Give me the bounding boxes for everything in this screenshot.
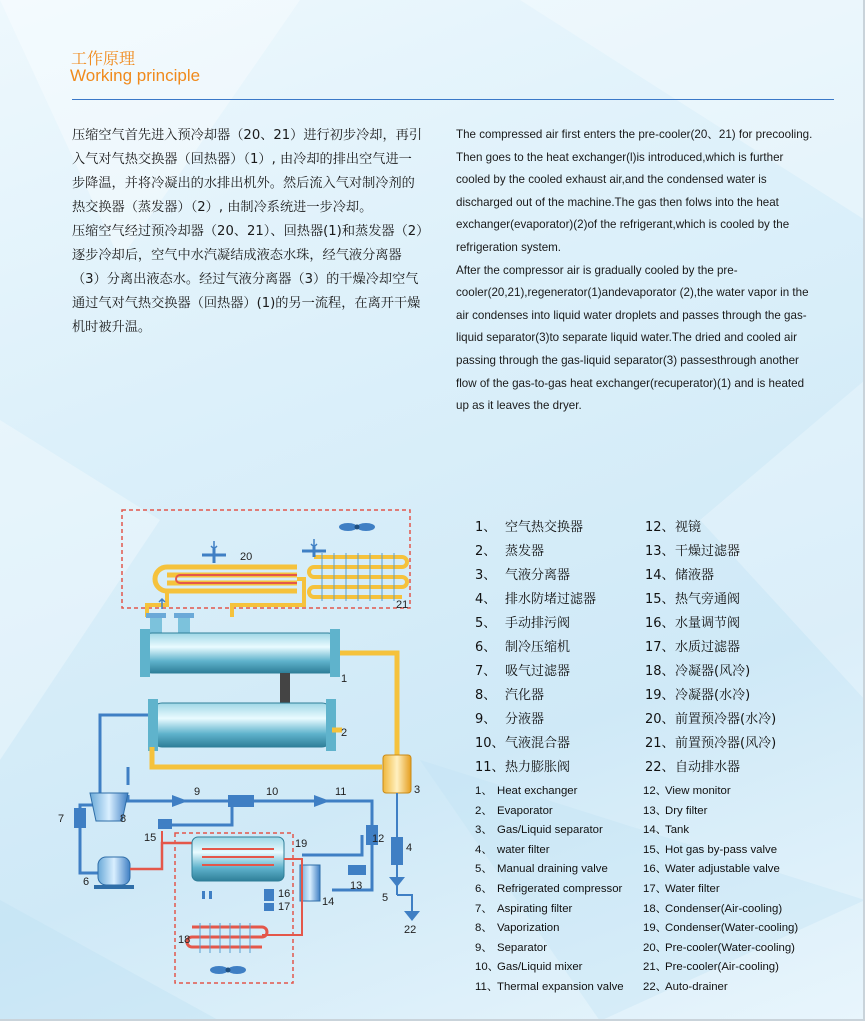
legend-en-item: 10、Gas/Liquid mixer bbox=[475, 961, 583, 974]
label-1: 1 bbox=[341, 673, 348, 685]
label-17: 17 bbox=[278, 901, 291, 913]
legend-cn-item: 9、 分液器 bbox=[475, 712, 545, 727]
label-13: 13 bbox=[350, 880, 363, 892]
description-en-paragraph: After the compressor air is gradually cooled by the pre-cooler(20,21),regenerator(1)andevaporator (2),the water vapor in the air condenses into liquid water droplets and passes through the gas-liquid separator(3)to separate liquid water.The dried and cooled air passing through the gas-liquid separator(3) passesthrough another flow of the gas-to-gas heat exchanger(recuperator)(1) and is heated up as it leaves the dryer. bbox=[456, 263, 809, 413]
label-2: 2 bbox=[341, 727, 348, 739]
legend-en-item: 21、Pre-cooler(Air-cooling) bbox=[643, 961, 779, 974]
legend-cn-item: 13、干燥过滤器 bbox=[645, 544, 741, 559]
evaporator-2 bbox=[148, 699, 336, 751]
heat-exchanger-1 bbox=[140, 613, 340, 703]
legend-en-item: 19、Condenser(Water-cooling) bbox=[643, 922, 799, 935]
legend-cn-item: 5、 手动排污阀 bbox=[475, 616, 571, 631]
legend-en-item: 17、Water filter bbox=[643, 883, 720, 895]
label-10: 10 bbox=[266, 786, 279, 798]
label-12: 12 bbox=[372, 833, 385, 845]
label-16: 16 bbox=[278, 888, 291, 900]
legend-en-item: 2、 Evaporator bbox=[475, 804, 553, 817]
legend-en-item: 5、 Manual draining valve bbox=[475, 863, 608, 876]
description-en-paragraph: The compressed air first enters the pre-cooler(20、21) for precooling. Then goes to the heat exchanger(l)is introduced,which is further cooled by the cooled exhaust air,and the condensed water is discharged out of the machine.The gas then folws into the heat exchanger(evaporator)(2)of the refrigerant,which is cooled by the refrigeration system. bbox=[456, 128, 813, 254]
legend-cn-item: 12、视镜 bbox=[645, 520, 702, 535]
legend-cn-item: 6、 制冷压缩机 bbox=[475, 640, 571, 655]
legend-en-item: 1、 Heat exchanger bbox=[475, 785, 578, 797]
gas-liquid-mixer-10 bbox=[228, 795, 254, 807]
fan-icon bbox=[339, 523, 375, 531]
legend-cn-item: 11、热力膨胀阀 bbox=[475, 760, 571, 775]
section-title-en: Working principle bbox=[70, 66, 201, 85]
refrigerated-compressor-6 bbox=[94, 857, 134, 889]
legend-cn-item: 18、冷凝器(风冷) bbox=[645, 664, 751, 679]
auto-drainer-22 bbox=[404, 911, 420, 921]
legend-cn-item: 10、气液混合器 bbox=[475, 736, 571, 751]
hot-gas-bypass-valve-15 bbox=[158, 819, 172, 829]
label-21: 21 bbox=[396, 599, 409, 611]
label-11: 11 bbox=[335, 786, 347, 798]
description-cn-paragraph: 压缩空气首先进入预冷却器（20、21）进行初步冷却，再引入气对气热交换器（回热器）（1）, 由冷却的排出空气进一步降温，并将冷凝出的水排出机外。然后流入气对制冷剂的热交换器（蒸发器）（2）, 由制冷系统进一步冷却。 bbox=[72, 128, 423, 215]
legend-cn-item: 4、 排水防堵过滤器 bbox=[475, 592, 597, 607]
aspirating-filter-7 bbox=[74, 808, 86, 828]
water-adjustable-valve-16 bbox=[264, 889, 274, 901]
legend-en-item: 18、Condenser(Air-cooling) bbox=[643, 902, 783, 915]
legend-en-item: 3、 Gas/Liquid separator bbox=[475, 824, 603, 837]
label-4: 4 bbox=[406, 842, 413, 854]
legend-en-item: 11、Thermal expansion valve bbox=[475, 981, 624, 993]
separator-9 bbox=[172, 795, 188, 807]
water-filter-17 bbox=[264, 903, 274, 911]
manual-drain-valve-5 bbox=[389, 877, 405, 887]
legend-en-item: 13、Dry filter bbox=[643, 804, 708, 817]
section-title-cn: 工作原理 bbox=[71, 49, 136, 68]
label-19: 19 bbox=[295, 838, 308, 850]
legend-en-item: 22、Auto-drainer bbox=[643, 981, 728, 993]
precooler-air-21 bbox=[302, 523, 407, 601]
description-en bbox=[456, 124, 816, 418]
legend-cn-item: 16、水量调节阀 bbox=[645, 616, 741, 631]
legend-cn-item: 22、自动排水器 bbox=[645, 760, 741, 775]
label-5: 5 bbox=[382, 892, 389, 904]
legend-cn-item: 21、前置预冷器(风冷) bbox=[645, 736, 777, 751]
precooler-water-20 bbox=[155, 541, 297, 591]
label-6: 6 bbox=[83, 876, 90, 888]
label-22: 22 bbox=[404, 924, 417, 936]
title-divider bbox=[72, 99, 834, 100]
legend-cn-item: 2、 蒸发器 bbox=[475, 544, 545, 559]
label-8: 8 bbox=[120, 813, 127, 825]
legend-en-item: 12、View monitor bbox=[643, 785, 731, 797]
description-cn-paragraph: 压缩空气经过预冷却器（20、21）、回热器(1)和蒸发器（2）逐步冷却后，空气中水汽凝结成液态水珠，经气液分离器 bbox=[72, 224, 423, 263]
label-14: 14 bbox=[322, 896, 335, 908]
legend-cn-item: 20、前置预冷器(水冷) bbox=[645, 712, 777, 727]
label-9: 9 bbox=[194, 786, 201, 798]
legend-cn-item: 15、热气旁通阀 bbox=[645, 592, 741, 607]
legend-cn-item: 1、 空气热交换器 bbox=[475, 520, 584, 535]
legend-en-item: 15、Hot gas by-pass valve bbox=[643, 843, 778, 856]
legend-en-item: 16、Water adjustable valve bbox=[643, 863, 780, 876]
label-7: 7 bbox=[58, 813, 65, 825]
description-cn bbox=[72, 124, 424, 340]
legend-en-item: 8、 Vaporization bbox=[475, 922, 560, 935]
legend-cn-item: 8、 汽化器 bbox=[475, 688, 545, 703]
legend-cn bbox=[475, 516, 805, 786]
description-cn-paragraph: （3）分离出液态水。经过气液分离器（3）的干燥冷却空气通过气对气热交换器（回热器）(1)的另一流程，在离开干燥机时被升温。 bbox=[72, 272, 421, 335]
legend-cn-item: 14、储液器 bbox=[645, 568, 715, 583]
label-18: 18 bbox=[178, 934, 191, 946]
legend-cn-item: 17、水质过滤器 bbox=[645, 640, 741, 655]
gas-liquid-separator-3 bbox=[383, 755, 411, 793]
dry-filter-13 bbox=[348, 865, 366, 875]
legend-en-item: 6、 Refrigerated compressor bbox=[475, 883, 623, 895]
label-20: 20 bbox=[240, 551, 253, 563]
legend-en-item: 20、Pre-cooler(Water-cooling) bbox=[643, 941, 795, 954]
legend-en-item: 4、 water filter bbox=[475, 843, 550, 856]
legend-en-item: 7、 Aspirating filter bbox=[475, 902, 573, 915]
dryer-schematic bbox=[52, 505, 432, 995]
legend-cn-item: 3、 气液分离器 bbox=[475, 568, 571, 583]
condenser-air-18 bbox=[187, 923, 267, 974]
legend-cn-item: 19、冷凝器(水冷) bbox=[645, 688, 751, 703]
legend-en-item: 9、 Separator bbox=[475, 941, 548, 954]
legend-en-item: 14、Tank bbox=[643, 824, 690, 837]
label-3: 3 bbox=[414, 784, 421, 796]
label-15: 15 bbox=[144, 832, 157, 844]
thermal-expansion-valve-11 bbox=[314, 795, 330, 807]
legend-cn-item: 7、 吸气过滤器 bbox=[475, 664, 571, 679]
drain-filter-4 bbox=[391, 837, 403, 865]
legend-en bbox=[475, 782, 815, 997]
fan-icon bbox=[210, 966, 246, 974]
